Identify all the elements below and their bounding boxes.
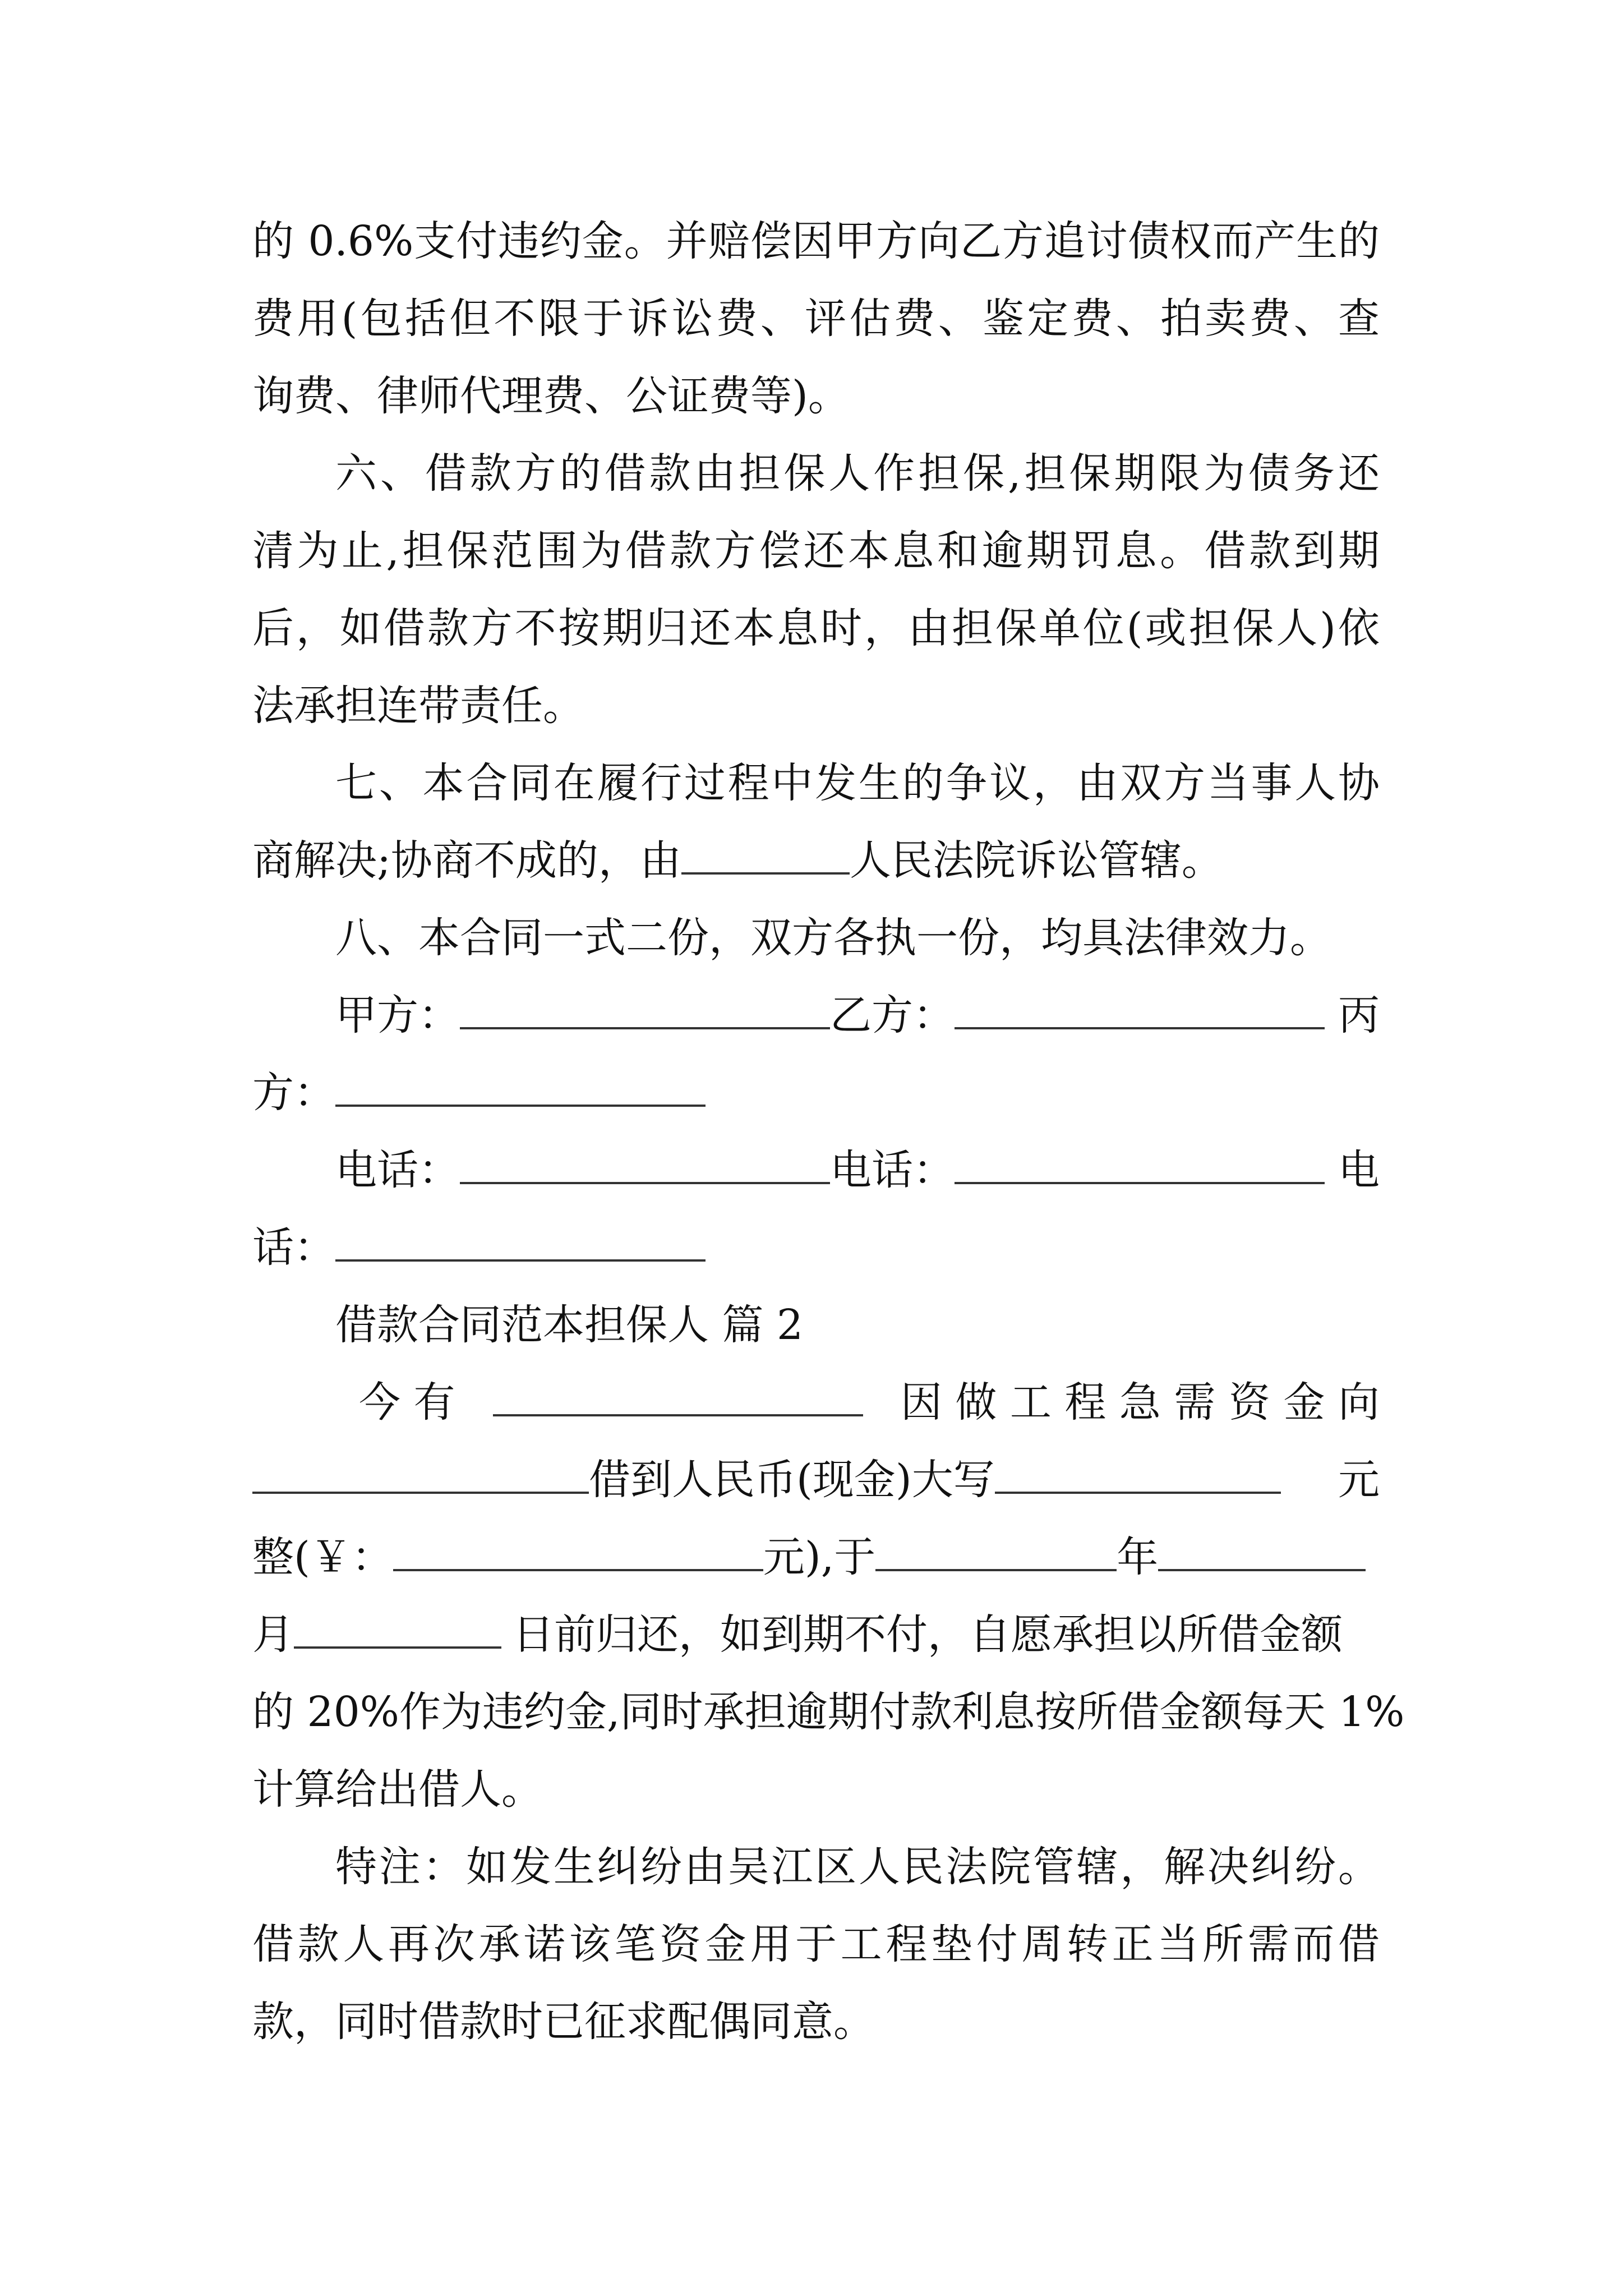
- paragraph-line: 款，同时借款时已征求配偶同意。: [252, 1998, 875, 2046]
- paragraph-line: 的 20%作为违约金,同时承担逾期付款利息按所借金额每天 1%: [252, 1688, 1405, 1736]
- line-text: 元),于: [763, 1533, 876, 1581]
- day-blank[interactable]: [294, 1607, 501, 1649]
- loan-statement-line: [252, 1529, 1380, 1585]
- party-c-label-start: 丙: [1338, 991, 1380, 1039]
- special-note-line: 特注：如发生纠纷由吴江区人民法院管辖，解决纠纷。: [335, 1843, 1380, 1891]
- clause-six-line: 六、借款方的借款由担保人作担保,担保期限为债务还: [335, 449, 1380, 498]
- paragraph-line: 后，如借款方不按期归还本息时，由担保单位(或担保人)依: [252, 604, 1380, 652]
- court-name-blank[interactable]: [681, 833, 850, 875]
- party-b-label: 乙方：: [830, 991, 955, 1039]
- line-text: 日前归还，如到期不付，自愿承担以所借金额: [513, 1611, 1343, 1659]
- section-heading: 借款合同范本担保人 篇 2: [335, 1301, 804, 1349]
- borrower-name-blank[interactable]: [493, 1375, 863, 1416]
- paragraph-line: 费用(包括但不限于诉讼费、评估费、鉴定费、拍卖费、查: [252, 295, 1380, 343]
- loan-statement-line: [252, 1607, 1380, 1663]
- phone-line: [335, 1142, 1380, 1198]
- amount-number-blank[interactable]: [393, 1530, 763, 1571]
- clause-eight-line: 八、本合同一式二份，双方各执一份，均具法律效力。: [335, 914, 1331, 962]
- line-text: 今 有: [359, 1378, 455, 1427]
- line-text: 商解决;协商不成的，由: [252, 836, 681, 885]
- party-c-label-end: 方：: [252, 1069, 335, 1117]
- party-a-label: 甲方：: [335, 991, 460, 1039]
- party-signature-line-cont: [252, 1065, 1380, 1121]
- phone-b-blank[interactable]: [955, 1143, 1325, 1184]
- line-text: 月: [252, 1611, 294, 1659]
- paragraph-line: 询费、律师代理费、公证费等)。: [252, 372, 850, 420]
- lender-name-blank[interactable]: [252, 1452, 589, 1494]
- paragraph-line: 清为止,担保范围为借款方偿还本息和逾期罚息。借款到期: [252, 527, 1380, 575]
- line-text: 借到人民币(现金)大写: [589, 1456, 995, 1504]
- amount-uppercase-blank[interactable]: [995, 1452, 1281, 1494]
- year-blank[interactable]: [875, 1530, 1117, 1571]
- line-text: 人民法院诉讼管辖。: [849, 836, 1223, 885]
- loan-statement-line: [252, 1452, 1380, 1508]
- party-signature-line: [335, 987, 1380, 1043]
- phone-c-label-start: 电: [1338, 1146, 1380, 1194]
- phone-b-label: 电话：: [830, 1146, 955, 1194]
- loan-statement-line: [359, 1374, 1380, 1430]
- paragraph-line: 的 0.6%支付违约金。并赔偿因甲方向乙方追讨债权而产生的: [252, 217, 1380, 265]
- clause-seven-line: 七、本合同在履行过程中发生的争议，由双方当事人协: [335, 759, 1380, 807]
- paragraph-line: 计算给出借人。: [252, 1765, 543, 1814]
- month-blank[interactable]: [1158, 1530, 1366, 1571]
- line-text: 整(￥：: [252, 1533, 393, 1581]
- paragraph-line: 法承担连带责任。: [252, 682, 584, 730]
- phone-c-label-end: 话：: [252, 1223, 335, 1272]
- court-jurisdiction-line: [252, 832, 1380, 889]
- line-text: 元: [1338, 1456, 1380, 1504]
- party-c-blank[interactable]: [335, 1065, 706, 1107]
- phone-c-blank[interactable]: [335, 1220, 706, 1262]
- line-text: 因 做 工 程 急 需 资 金 向: [900, 1378, 1380, 1427]
- phone-a-label: 电话：: [335, 1146, 460, 1194]
- party-a-blank[interactable]: [460, 988, 830, 1029]
- line-text: 年: [1117, 1533, 1159, 1581]
- phone-a-blank[interactable]: [460, 1143, 830, 1184]
- paragraph-line: 借款人再次承诺该笔资金用于工程垫付周转正当所需而借: [252, 1920, 1380, 1968]
- phone-line-cont: [252, 1220, 1380, 1276]
- party-b-blank[interactable]: [955, 988, 1325, 1029]
